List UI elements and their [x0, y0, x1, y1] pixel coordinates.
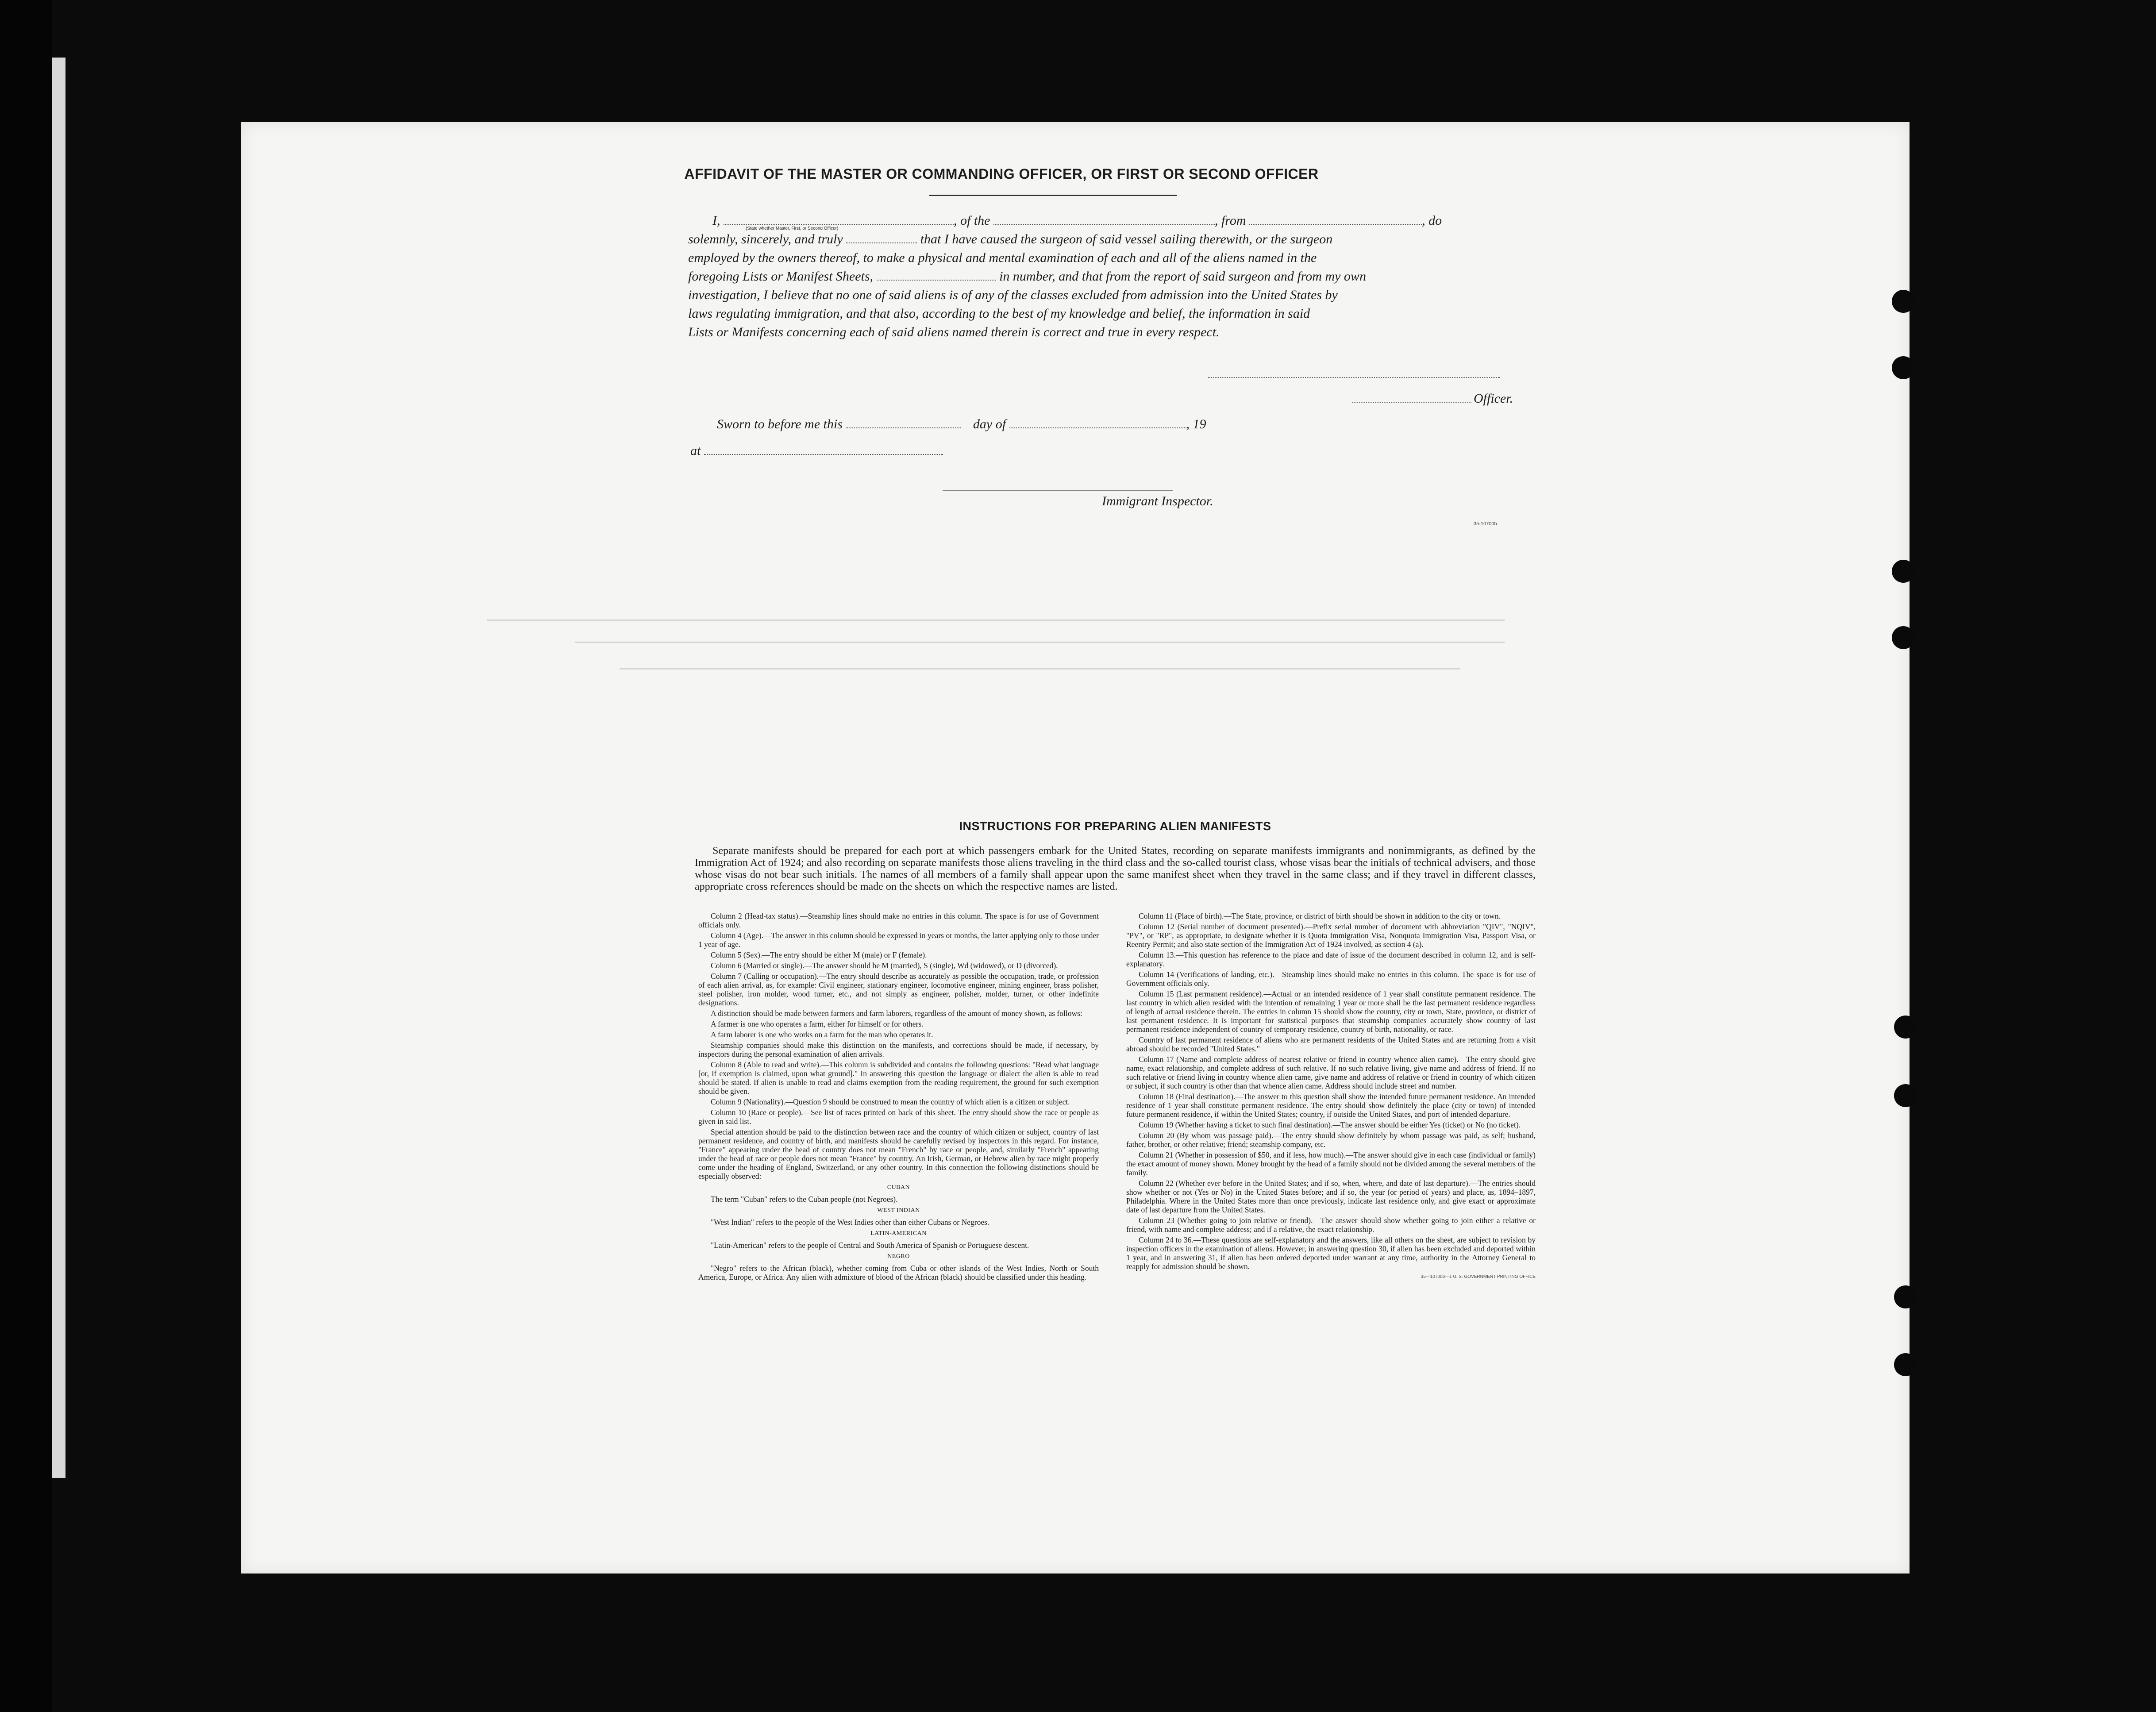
- at-line: [690, 442, 943, 460]
- instruction-paragraph: A farmer is one who operates a farm, either for himself or for others.: [711, 1020, 924, 1028]
- instruction-paragraph: Column 20 (By whom was passage paid).—The entry should show definitely by whom passage was paid, as self; husband, father, brother, or other relative; friend; steamship company, etc.: [1126, 1131, 1536, 1149]
- instruction-paragraph: Special attention should be paid to the distinction between race and the country of which citizen or subject, country of last permanent residence, and country of birth, and manifests should be carefully revised by inspectors in this regard. For instance, "France" appearing under the head of country does not mean "French" by race or people, and, similarly "French" appearing under the head of race or people does not mean "France" by country. An Irish, German, or Hebrew alien by race might properly come under the heading of England, Switzerland, or any other country. In this connection the following distinctions should be especially observed:: [698, 1127, 1099, 1181]
- affidavit-line-2: [688, 230, 1332, 249]
- instruction-paragraph: Column 24 to 36.—These questions are self-explanatory and the answers, like all others on the sheet, are subject to revision by inspection officers in the examination of aliens. However, in answering question 30, if alien has been excluded and deported within 1 year, and in answering 31, if alien has been ordered deported under warrant at any time, authority in the Attorney General to reapply for admission should be shown.: [1126, 1235, 1536, 1271]
- heading-latin-american: LATIN-AMERICAN: [870, 1230, 927, 1237]
- instruction-paragraph: Column 23 (Whether going to join relative or friend).—The answer should show whether going to join either a relative or friend, with name and complete address; and if a relative, the exact relationship.: [1126, 1216, 1536, 1234]
- bleed-through-mark: [620, 668, 1460, 669]
- instruction-paragraph: Column 6 (Married or single).—The answer should be M (married), S (single), Wd (widowed), or D (divorced).: [711, 961, 1058, 970]
- officer-rank-field: [724, 221, 954, 231]
- heading-west-indian: WEST INDIAN: [877, 1207, 920, 1214]
- punch-hole-5: [1894, 1016, 1917, 1039]
- instruction-paragraph: Column 10 (Race or people).—See list of races printed on back of this sheet. The entry should show the race or people as given in said list.: [698, 1108, 1099, 1126]
- title-underline: [929, 195, 1177, 196]
- text-solemnly: solemnly, sincerely, and truly: [688, 232, 843, 246]
- heading-negro: NEGRO: [887, 1253, 910, 1260]
- film-edge: [0, 0, 52, 1712]
- instruction-paragraph: Column 15 (Last permanent residence).—Actual or an intended residence of 1 year shall constitute permanent residence. The last country in which alien resided with the intention of remaining 1 year or more shall be the last permanent residence regardless of length of actual residence therein. The entries in column 15 should show the country, city or town, State, province, or district of last permanent residence. It is important for statistical purposes that steamship companies accurately show country of last permanent residence independent of country of temporary residence, country of birth, nationality, or race.: [1126, 989, 1536, 1034]
- sworn-month-field: [1009, 425, 1186, 428]
- officer-rank-hint: (State whether Master, First, or Second Officer): [746, 226, 839, 231]
- sworn-place-field: [704, 451, 943, 455]
- instruction-paragraph: Column 7 (Calling or occupation).—The entry should describe as accurately as possible the occupation, trade, or profession of each alien arrival, as, for example: Civil engineer, stationary engineer, locomotive engineer, mining engineer, brass polisher, steel polisher, iron molder, wood turner, etc., and not simply as engineer, polisher, molder, turner, or other indefinite designations.: [698, 972, 1099, 1007]
- punch-hole-4: [1892, 626, 1915, 649]
- sworn-line: [717, 415, 1206, 434]
- affidavit-line-1: [712, 212, 1442, 230]
- affidavit-line-6: laws regulating immigration, and that also, according to the best of my knowledge and belief, the information in said: [688, 306, 1310, 321]
- instruction-paragraph: Column 14 (Verifications of landing, etc.).—Steamship lines should make no entries in this column. The space is for use of Government officials only.: [1126, 970, 1536, 988]
- instruction-paragraph: Column 17 (Name and complete address of nearest relative or friend in country whence alien came).—The entry should give name, exact relationship, and complete address of such relative. If no such relative living, give name and address of friend. If no such relative or friend living in country whence alien came, give name and address of relative or friend in country of which citizen or subject, if such country is other than that whence alien came. Address should include street and number.: [1126, 1055, 1536, 1090]
- instruction-paragraph: Column 8 (Able to read and write).—This column is subdivided and contains the following questions: "Read what language [or, if exemption is claimed, upon what ground]." In answering this question the language or dialect the alien is able to read should be stated. If alien is unable to read and claims exemption from the reading requirement, the ground for such exemption should be given.: [698, 1060, 1099, 1096]
- text-at: at: [690, 443, 701, 458]
- text-in-number: in number, and that from the report of said surgeon and from my own: [999, 269, 1366, 284]
- text-day-of: day of: [973, 417, 1006, 431]
- port-from-field: [1249, 221, 1422, 225]
- punch-hole-3: [1892, 560, 1915, 583]
- instruction-paragraph: Column 9 (Nationality).—Question 9 should be construed to mean the country of which alien is a citizen or subject.: [711, 1097, 1070, 1106]
- instruction-paragraph: A distinction should be made between farmers and farm laborers, regardless of the amount of money shown, as follows:: [711, 1009, 1082, 1018]
- affidavit-title: AFFIDAVIT OF THE MASTER OR COMMANDING OFFICER, OR FIRST OR SECOND OFFICER: [684, 166, 1319, 182]
- punch-hole-1: [1892, 290, 1915, 313]
- inspector-label: Immigrant Inspector.: [1102, 494, 1213, 508]
- affidavit-form-code: 35-10700b: [1474, 521, 1497, 527]
- instruction-paragraph: Column 19 (Whether having a ticket to such final destination).—The answer should be either Yes (ticket) or No (no ticket).: [1139, 1120, 1521, 1129]
- text-foregoing-lists: foregoing Lists or Manifest Sheets,: [688, 269, 874, 284]
- bleed-through-mark: [575, 642, 1505, 643]
- sheet-count-field: [877, 277, 996, 281]
- footer-print-code: 35—10700b—1 U. S. GOVERNMENT PRINTING OFFICE: [1421, 1274, 1536, 1279]
- instruction-paragraph: Column 21 (Whether in possession of $50, and if less, how much).—The answer should give in each case (individual or family) the exact amount of money shown. Money brought by the head of a family should not be divided among the several members of the family.: [1126, 1150, 1536, 1177]
- instruction-paragraph: Steamship companies should make this distinction on the manifests, and corrections should be made, if necessary, by inspectors during the personal examination of alien arrivals.: [698, 1041, 1099, 1058]
- instruction-paragraph: A farm laborer is one who works on a farm for the man who operates it.: [711, 1030, 933, 1039]
- punch-hole-7: [1894, 1285, 1917, 1308]
- west-indian-definition: "West Indian" refers to the people of the West Indies other than either Cubans or Negroes.: [711, 1218, 989, 1227]
- latin-american-definition: "Latin-American" refers to the people of Central and South America of Spanish or Portuguese descent.: [711, 1241, 1029, 1250]
- instruction-paragraph: Column 4 (Age).—The answer in this column should be expressed in years or months, the latter applying only to those under 1 year of age.: [698, 931, 1099, 949]
- text-surgeon: that I have caused the surgeon of said vessel sailing therewith, or the surgeon: [920, 232, 1333, 246]
- punch-hole-2: [1892, 356, 1915, 379]
- text-year: , 19: [1186, 417, 1206, 431]
- heading-cuban: CUBAN: [887, 1184, 910, 1191]
- vessel-name-field: [993, 221, 1215, 225]
- instruction-paragraph: Column 5 (Sex).—The entry should be either M (male) or F (female).: [711, 950, 927, 959]
- affidavit-line-5: investigation, I believe that no one of said aliens is of any of the classes excluded from admission into the United States by: [688, 288, 1338, 302]
- officer-label: Officer.: [1474, 391, 1513, 406]
- instruction-paragraph: Column 12 (Serial number of document presented).—Prefix serial number of document with abbreviation "QIV", "NQIV", "PV", or "RP", as appropriate, to designate whether it is Quota Immigration Visa, Nonquota Immigration Visa, Passport Visa, or Reentry Permit; and also state section of the Immigration Act of 1924 involved, as section 4 (a).: [1126, 922, 1536, 949]
- text-from: , from: [1215, 213, 1246, 228]
- punch-hole-6: [1894, 1084, 1917, 1107]
- instructions-right-column: [1126, 912, 1536, 1281]
- cuban-definition: The term "Cuban" refers to the Cuban people (not Negroes).: [711, 1195, 898, 1204]
- affidavit-line-7: Lists or Manifests concerning each of said aliens named therein is correct and true in every respect.: [688, 325, 1220, 339]
- film-strip: [52, 58, 65, 1478]
- instruction-paragraph: Column 2 (Head-tax status).—Steamship lines should make no entries in this column. The space is for use of Government officials only.: [698, 912, 1099, 929]
- bleed-through-mark: [487, 619, 1505, 621]
- instructions-left-column: [698, 912, 1099, 1283]
- text-of-the: , of the: [954, 213, 990, 228]
- instruction-paragraph: Column 13.—This question has reference to the place and date of issue of the document described in column 12, and is self-explanatory.: [1126, 950, 1536, 968]
- negro-definition: "Negro" refers to the African (black), whether coming from Cuba or other islands of the West Indies, North or South America, Europe, or Africa. Any alien with admixture of blood of the African (black) should be classified under this heading.: [698, 1264, 1099, 1281]
- officer-signature-line: [1352, 402, 1471, 403]
- instructions-intro: Separate manifests should be prepared for each port at which passengers embark for the United States, recording on separate manifests immigrants and nonimmigrants, as defined by the Immigration Act of 1924; and also recording on separate manifests those aliens traveling in the third class and the so-called tourist class, whose visas bear the initials of technical advisers, and those whose visas do not bear such initials. The names of all members of a family shall appear upon the same manifest sheet when they travel in the same class; and if they travel in different classes, appropriate cross references should be made on the sheets on which the respective names are listed.: [695, 845, 1536, 893]
- sworn-day-field: [846, 425, 961, 428]
- signature-line: [1208, 377, 1500, 378]
- text-do: , do: [1422, 213, 1442, 228]
- text-i: I,: [712, 213, 720, 228]
- instructions-title: INSTRUCTIONS FOR PREPARING ALIEN MANIFESTS: [959, 819, 1271, 833]
- instruction-paragraph: Column 11 (Place of birth).—The State, province, or district of birth should be shown in addition to the city or town.: [1139, 912, 1501, 920]
- instruction-paragraph: Column 22 (Whether ever before in the United States; and if so, when, where, and date of last departure).—The entries should show whether or not (Yes or No) in the United States before; and if so, the year (or period of years) and place, as, 1894–1897, Philadelphia. Where in the United States more than once previously, indicate last residence only, and give exact or approximate date of last departure from the United States.: [1126, 1179, 1536, 1214]
- instruction-paragraph: Country of last permanent residence of aliens who are permanent residents of the United States and are returning from a visit abroad should be recorded "United States.": [1126, 1035, 1536, 1053]
- affidavit-line-3: employed by the owners thereof, to make a physical and mental examination of each and all of the aliens named in the: [688, 250, 1317, 265]
- inspector-signature-line: [943, 490, 1173, 491]
- punch-hole-8: [1894, 1353, 1917, 1376]
- text-sworn: Sworn to before me this: [717, 417, 843, 431]
- affidavit-line-4: [688, 267, 1366, 286]
- instruction-paragraph: Column 18 (Final destination).—The answer to this question shall show the intended future permanent residence. An intended residence of 1 year shall constitute permanent residence. The entry should show definitely the place (city or town) of intended future permanent residence, if within the United States; country, if outside the United States, and port of intended departure.: [1126, 1092, 1536, 1119]
- oath-field: [846, 240, 917, 243]
